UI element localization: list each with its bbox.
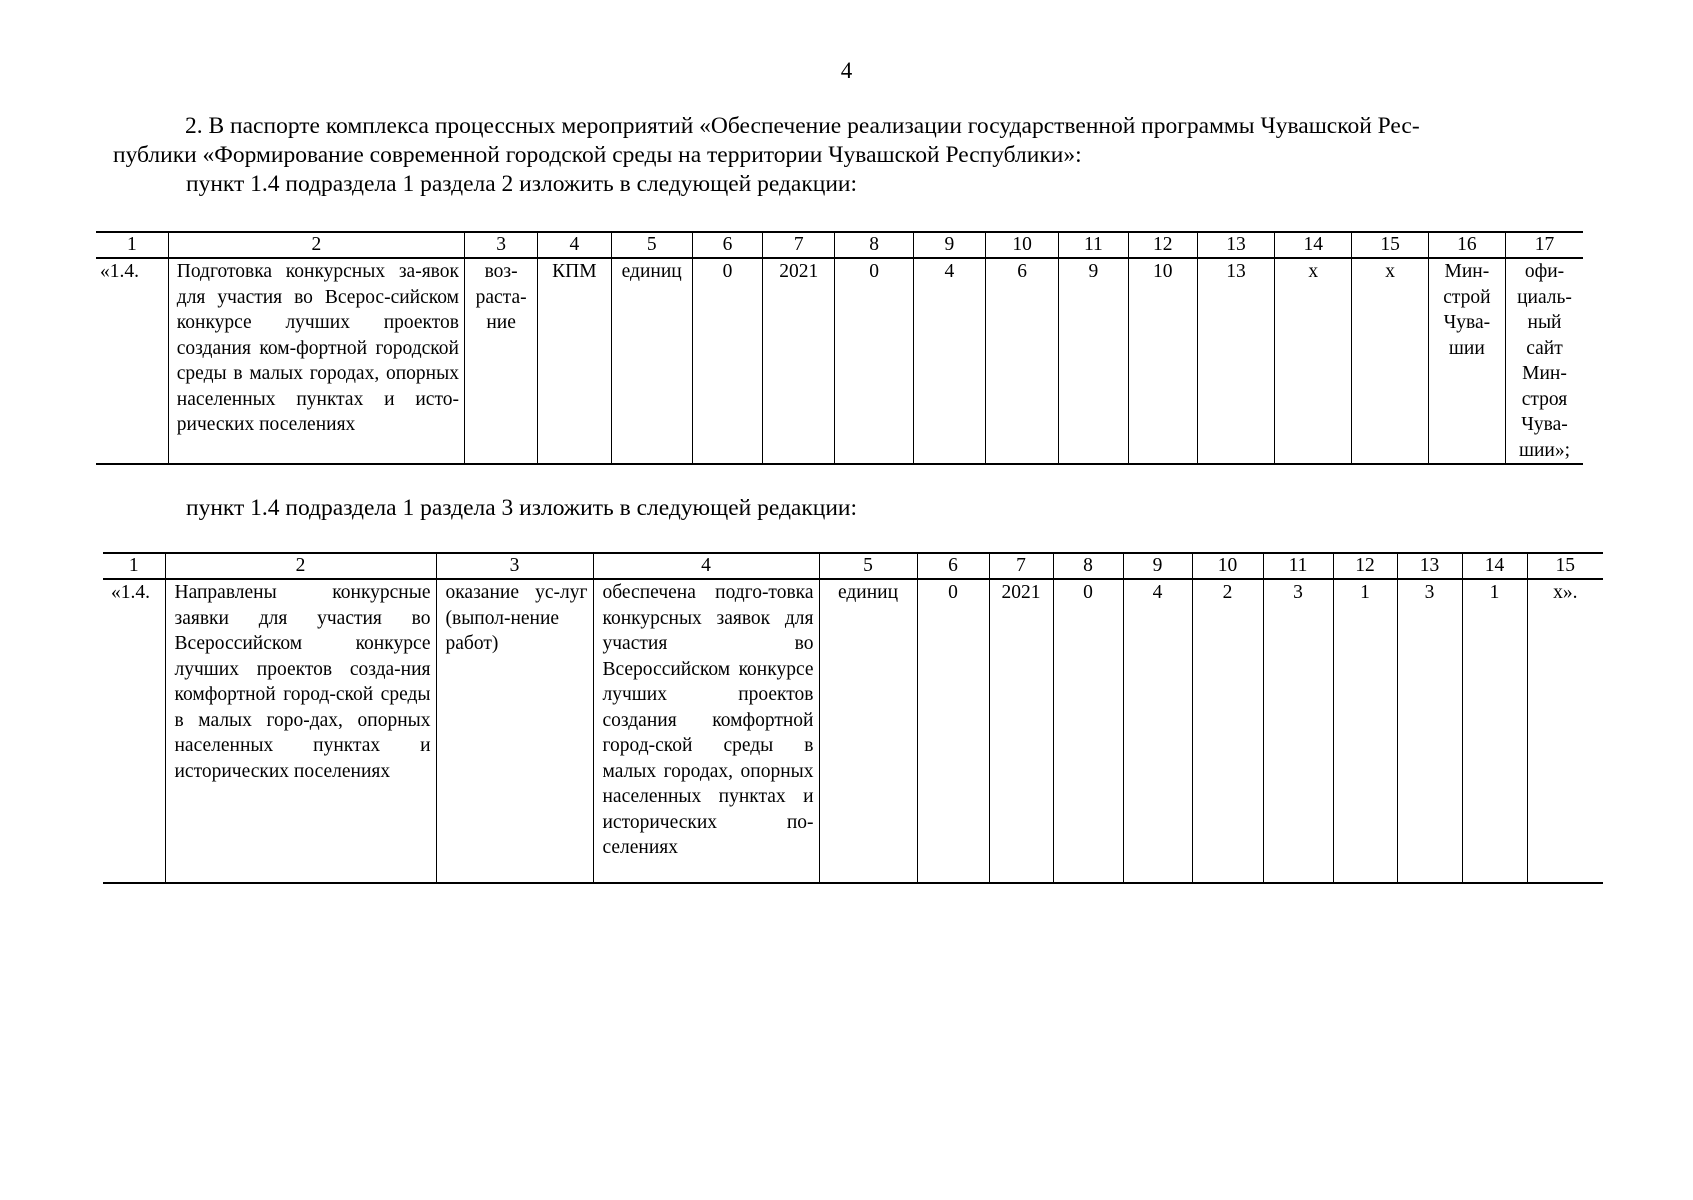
table2-cell-value: 3 xyxy=(1397,579,1462,883)
table2-cell-value: 1 xyxy=(1462,579,1527,883)
intro-paragraph xyxy=(113,112,1583,170)
table2-header-cell: 13 xyxy=(1397,553,1462,579)
table-section-2 xyxy=(96,231,1583,465)
table1-cell-kpm: КПМ xyxy=(538,258,611,464)
table1-cell-source: офи-циаль-ный сайт Мин-строя Чува-шии»; xyxy=(1506,258,1583,464)
table2-cell-type: оказание ус-луг (выпол-нение работ) xyxy=(436,579,593,883)
table1-cell-base-value: 0 xyxy=(692,258,762,464)
table2-cell-value: 3 xyxy=(1263,579,1333,883)
table1-cell-value: 6 xyxy=(986,258,1059,464)
table1-cell-number: «1.4. xyxy=(96,258,168,464)
table1-header-cell: 2 xyxy=(168,232,464,258)
table2-cell-value: 1 xyxy=(1333,579,1397,883)
table2-cell-name: Направлены конкурсные заявки для участия во Всероссийском конкурсе лучших проектов созда-ния комфортной город-ской среды в малых горо-дах, опорных населенных пунктах и исторических поселениях xyxy=(165,579,436,883)
table1-header-cell: 10 xyxy=(986,232,1059,258)
section3-instruction: пункт 1.4 подраздела 1 раздела 3 изложить в следующей редакции: xyxy=(186,495,858,521)
table1-row-1-4 xyxy=(96,258,1583,464)
page-number: 4 xyxy=(840,58,853,83)
table1-cell-base-year: 2021 xyxy=(763,258,835,464)
table2-header-cell: 6 xyxy=(917,553,989,579)
table1-cell-value: х xyxy=(1352,258,1428,464)
table2-header-cell: 7 xyxy=(989,553,1053,579)
table1-header-row xyxy=(96,232,1583,258)
table1-header-cell: 15 xyxy=(1352,232,1428,258)
table1-cell-value: 13 xyxy=(1197,258,1274,464)
table1-header-cell: 9 xyxy=(913,232,985,258)
table1-cell-value: 0 xyxy=(835,258,913,464)
table-section-3 xyxy=(103,552,1603,884)
table1-header-cell: 3 xyxy=(464,232,537,258)
table2-cell-unit: единиц xyxy=(819,579,917,883)
table2-header-cell: 11 xyxy=(1263,553,1333,579)
table2-header-cell: 14 xyxy=(1462,553,1527,579)
table2-row-1-4 xyxy=(103,579,1603,883)
table1-header-cell: 7 xyxy=(763,232,835,258)
table1-cell-responsible: Мин-строй Чува-шии xyxy=(1428,258,1505,464)
table1-header-cell: 6 xyxy=(692,232,762,258)
table1-header-cell: 5 xyxy=(611,232,692,258)
intro-line-2: публики «Формирование современной городской среды на территории Чувашской Республики»: xyxy=(113,142,1082,168)
table1-cell-name: Подготовка конкурсных за-явок для участия во Всерос-сийском конкурсе лучших проектов создания ком-фортной городской среды в малых городах, опорных населенных пунктах и исто-рических поселениях xyxy=(168,258,464,464)
table1-cell-type: воз-раста-ние xyxy=(464,258,537,464)
table1-header-cell: 12 xyxy=(1128,232,1197,258)
table1-cell-value: 9 xyxy=(1059,258,1128,464)
table1-header-cell: 17 xyxy=(1506,232,1583,258)
table2-cell-value: 0 xyxy=(1053,579,1123,883)
table1-header-cell: 1 xyxy=(96,232,168,258)
table2-cell-value: 2 xyxy=(1192,579,1263,883)
intro-line-1: 2. В паспорте комплекса процессных мероприятий «Обеспечение реализации государственной программы Чувашской Рес- xyxy=(185,113,1420,139)
table1-header-cell: 11 xyxy=(1059,232,1128,258)
table2-cell-value: 4 xyxy=(1123,579,1192,883)
table2-header-cell: 9 xyxy=(1123,553,1192,579)
table2-header-row xyxy=(103,553,1603,579)
table2-cell-base-year: 2021 xyxy=(989,579,1053,883)
table2-cell-number: «1.4. xyxy=(103,579,165,883)
table2-header-cell: 5 xyxy=(819,553,917,579)
table2-cell-description: обеспечена подго-товка конкурсных заявок для участия во Всероссийском конкурсе лучших проектов создания комфортной город-ской среды в малых городах, опорных населенных пунктах и исторических по-селениях xyxy=(593,579,819,883)
section2-instruction: пункт 1.4 подраздела 1 раздела 2 изложить в следующей редакции: xyxy=(186,171,858,197)
table1-header-cell: 4 xyxy=(538,232,611,258)
table1-cell-unit: единиц xyxy=(611,258,692,464)
table1-header-cell: 13 xyxy=(1197,232,1274,258)
table1-cell-value: 10 xyxy=(1128,258,1197,464)
table2-header-cell: 8 xyxy=(1053,553,1123,579)
table2-header-cell: 10 xyxy=(1192,553,1263,579)
table2-header-cell: 12 xyxy=(1333,553,1397,579)
table1-cell-value: 4 xyxy=(913,258,985,464)
table2-cell-value: х». xyxy=(1527,579,1603,883)
table2-header-cell: 2 xyxy=(165,553,436,579)
table1-header-cell: 14 xyxy=(1275,232,1352,258)
table2-header-cell: 15 xyxy=(1527,553,1603,579)
table1-cell-value: х xyxy=(1275,258,1352,464)
table2-header-cell: 1 xyxy=(103,553,165,579)
table2-header-cell: 4 xyxy=(593,553,819,579)
table1-header-cell: 16 xyxy=(1428,232,1505,258)
table2-cell-base-value: 0 xyxy=(917,579,989,883)
table1-header-cell: 8 xyxy=(835,232,913,258)
table2-header-cell: 3 xyxy=(436,553,593,579)
